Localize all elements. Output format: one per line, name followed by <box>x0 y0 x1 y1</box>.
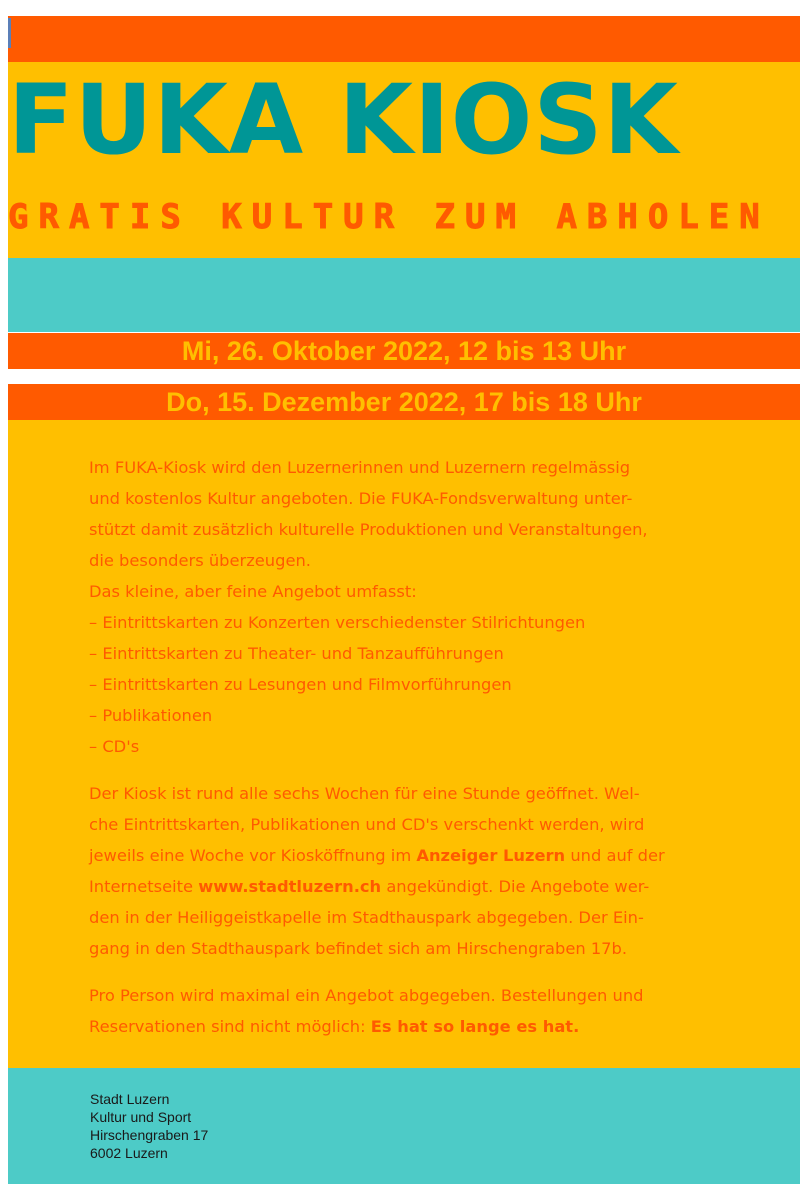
intro-line: die besonders überzeugen. <box>89 551 311 570</box>
intro-line: Im FUKA-Kiosk wird den Luzernerinnen und Luzernern regelmässig <box>89 458 631 477</box>
list-item: – Eintrittskarten zu Theater- und Tanzaufführungen <box>89 644 504 663</box>
rules-line: Reservationen sind nicht möglich: Es hat so lange es hat. <box>89 1017 580 1036</box>
address-line: Kultur und Sport <box>90 1109 192 1125</box>
list-item: – CD's <box>89 737 140 756</box>
list-item: – Eintrittskarten zu Konzerten verschiedenster Stilrichtungen <box>89 613 586 632</box>
info-line: gang in den Stadthauspark befindet sich am Hirschengraben 17b. <box>89 939 628 958</box>
list-item: – Eintrittskarten zu Lesungen und Filmvorführungen <box>89 675 512 694</box>
offer-heading: Das kleine, aber feine Angebot umfasst: <box>89 582 417 601</box>
intro-line: stützt damit zusätzlich kulturelle Produktionen und Veranstaltungen, <box>89 520 648 539</box>
address-line: 6002 Luzern <box>90 1145 168 1161</box>
newspaper-name: Anzeiger Luzern <box>416 846 566 865</box>
tagline: GRATIS KULTUR ZUM ABHOLEN <box>8 197 770 237</box>
date-bar-2: Do, 15. Dezember 2022, 17 bis 18 Uhr <box>8 384 800 420</box>
info-line: Der Kiosk ist rund alle sechs Wochen für eine Stunde geöffnet. Wel- <box>89 784 640 803</box>
info-line: Internetseite www.stadtluzern.ch angekündigt. Die Angebote wer- <box>89 877 650 896</box>
list-item: – Publikationen <box>89 706 213 725</box>
intro-line: und kostenlos Kultur angeboten. Die FUKA-Fondsverwaltung unter- <box>89 489 633 508</box>
top-orange-band <box>8 16 800 62</box>
date-bar-1: Mi, 26. Oktober 2022, 12 bis 13 Uhr <box>8 333 800 369</box>
address-block <box>90 1090 208 1162</box>
header-banner <box>8 62 800 258</box>
main-text <box>89 452 749 1042</box>
info-line: jeweils eine Woche vor Kiosköffnung im Anzeiger Luzern und auf der <box>89 846 665 865</box>
offer-list <box>89 607 749 762</box>
info-line: den in der Heiliggeistkapelle im Stadthauspark abgegeben. Der Ein- <box>89 908 644 927</box>
website-link[interactable]: www.stadtluzern.ch <box>198 877 382 896</box>
address-line: Hirschengraben 17 <box>90 1127 209 1143</box>
left-edge-mark <box>8 18 11 48</box>
page-title: FUKA KIOSK <box>8 64 679 176</box>
slogan: Es hat so lange es hat. <box>370 1017 580 1036</box>
address-line: Stadt Luzern <box>90 1091 170 1107</box>
turquoise-band <box>8 258 800 332</box>
info-line: che Eintrittskarten, Publikationen und CD's verschenkt werden, wird <box>89 815 645 834</box>
rules-line: Pro Person wird maximal ein Angebot abgegeben. Bestellungen und <box>89 986 644 1005</box>
